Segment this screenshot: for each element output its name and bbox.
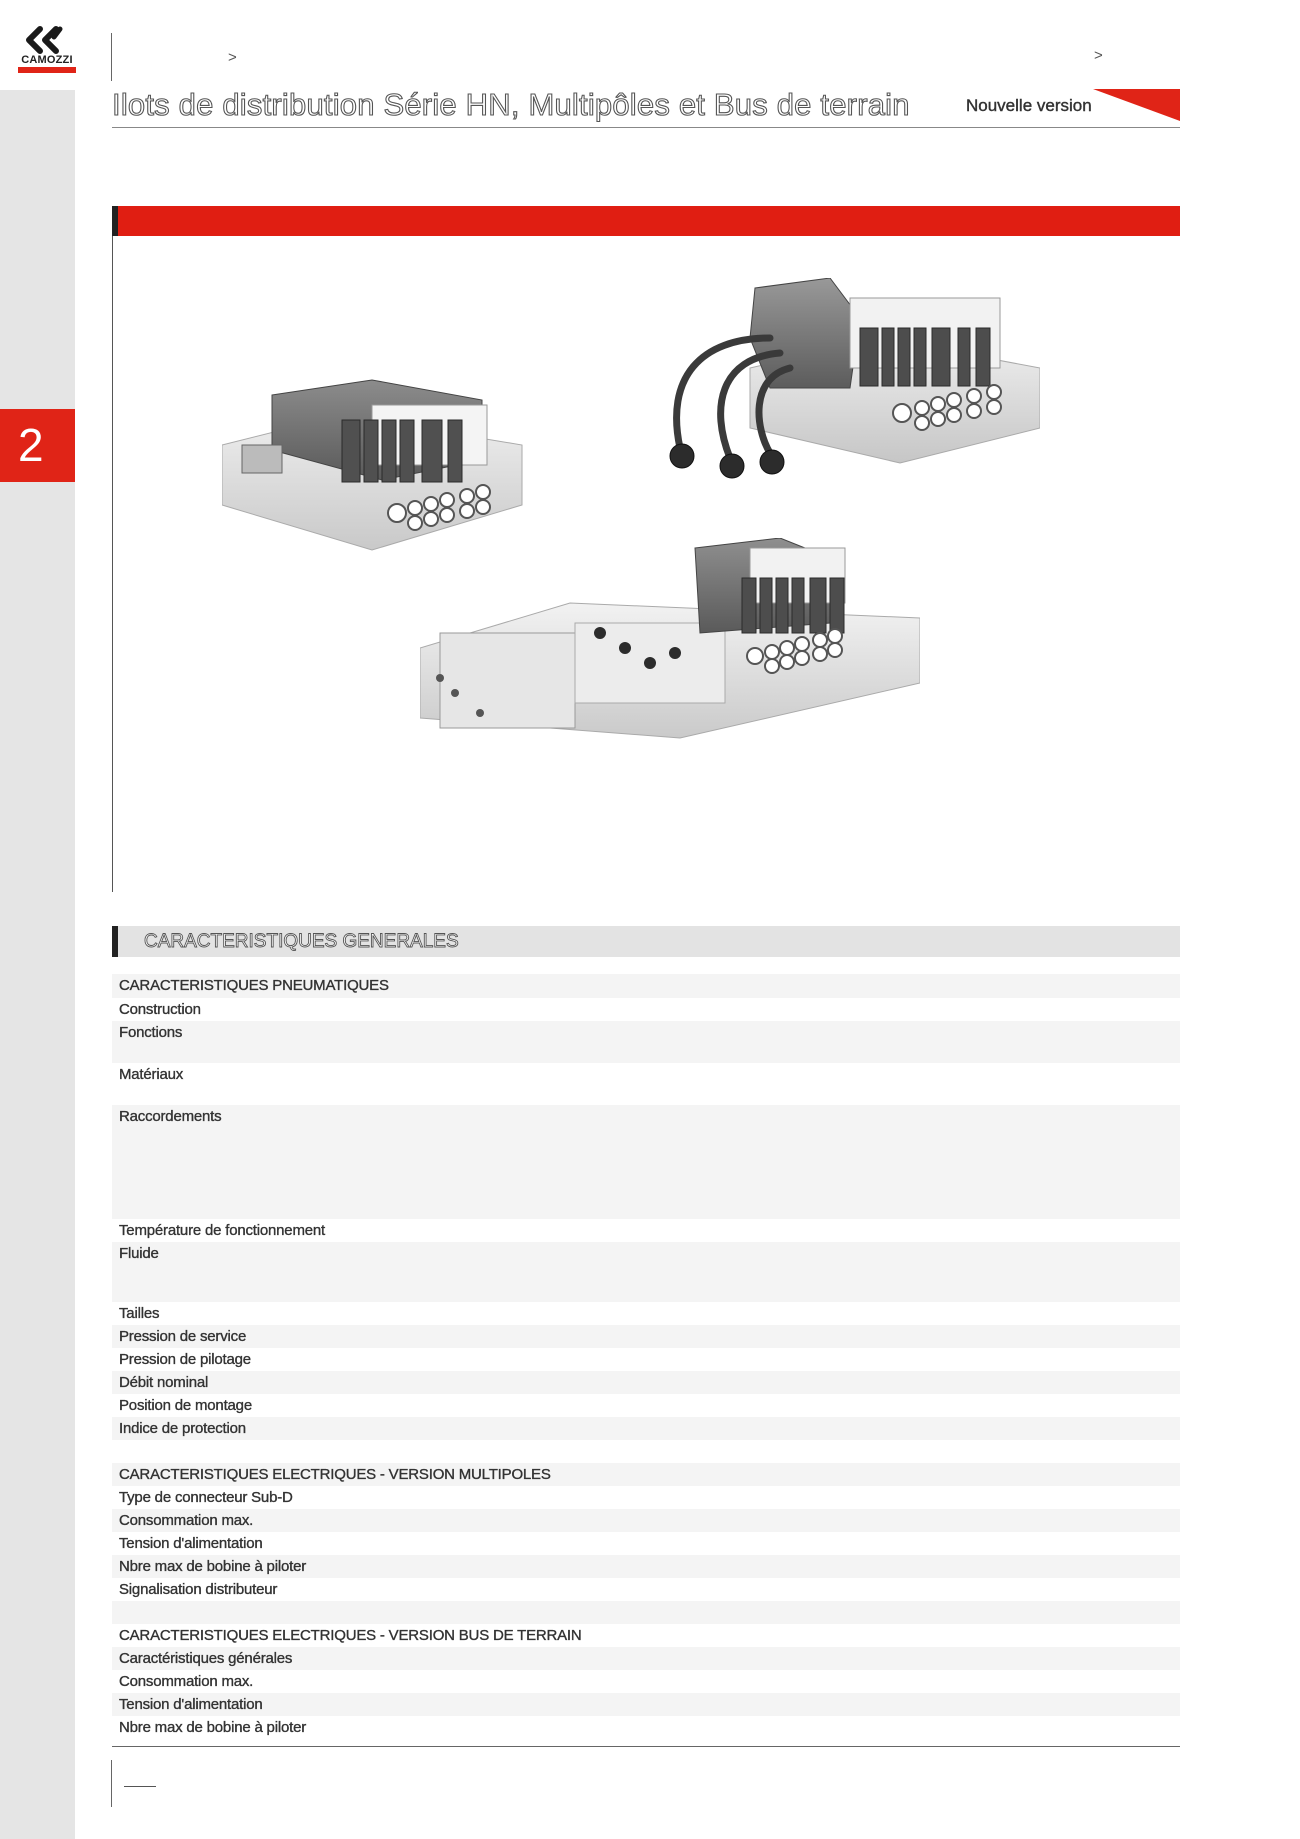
row-label: Tension d'alimentation [119,1696,263,1713]
table-row [112,1417,1180,1440]
footer-dash [124,1786,156,1787]
table-row [112,1578,1180,1601]
chapter-tab: 2 [0,409,75,482]
row-label: Position de montage [119,1397,252,1414]
table-row [112,1219,1180,1242]
row-label: CARACTERISTIQUES ELECTRIQUES - VERSION MULTIPOLES [119,1466,551,1483]
table-row [112,1486,1180,1509]
table-row [112,1693,1180,1716]
row-label: Consommation max. [119,1673,254,1690]
row-label: Pression de service [119,1328,247,1345]
row-label: Consommation max. [119,1512,254,1529]
table-row [112,1063,1180,1105]
table-row [112,1242,1180,1302]
row-label: Fonctions [119,1024,183,1041]
table-row [112,1624,1180,1647]
valve-island-cable-illustration-icon [660,278,1040,503]
row-label: Pression de pilotage [119,1351,251,1368]
table-row [112,1325,1180,1348]
page-title: Ilots de distribution Série HN, Multipôles et Bus de terrain [112,87,910,122]
row-label: Fluide [119,1245,159,1262]
row-label: CARACTERISTIQUES ELECTRIQUES - VERSION BUS DE TERRAIN [119,1627,582,1644]
table-row [112,1555,1180,1578]
table-row [112,1440,1180,1463]
row-label: Tailles [119,1305,160,1322]
section-title: CARACTERISTIQUES GENERALES [144,931,459,952]
image-area-rule [112,236,113,892]
camozzi-logo [16,26,78,76]
table-row [112,1532,1180,1555]
row-label: Tension d'alimentation [119,1535,263,1552]
title-underline [112,127,1180,128]
table-bottom-rule [112,1746,1180,1747]
valve-island-illustration-icon [222,375,542,565]
row-label: Matériaux [119,1066,184,1083]
row-label: Signalisation distributeur [119,1581,278,1598]
row-label: Construction [119,1001,201,1018]
table-row [112,1021,1180,1063]
camozzi-logo-icon [16,26,78,56]
table-row [112,998,1180,1021]
table-row [112,1302,1180,1325]
table-row [112,1716,1180,1739]
version-flag-icon [1093,89,1180,121]
table-row [112,1463,1180,1486]
breadcrumb-separator[interactable]: > [1094,47,1103,64]
row-label: Raccordements [119,1108,222,1125]
table-row [112,1647,1180,1670]
table-row [112,1509,1180,1532]
logo-red-bar [18,67,76,73]
row-label: Nbre max de bobine à piloter [119,1558,307,1575]
logo-wordmark: CAMOZZI [21,54,73,66]
table-row [112,1670,1180,1693]
row-label: Indice de protection [119,1420,246,1437]
table-row [112,974,1180,998]
valve-island-fieldbus-illustration-icon [420,538,920,753]
table-row [112,1348,1180,1371]
table-row [112,1394,1180,1417]
table-row [112,1105,1180,1219]
row-label: Nbre max de bobine à piloter [119,1719,307,1736]
row-label: Température de fonctionnement [119,1222,325,1239]
sidebar [0,90,75,1839]
row-label: Type de connecteur Sub-D [119,1489,293,1506]
breadcrumb-separator[interactable]: > [228,49,237,66]
section-banner [112,206,1180,236]
footer-divider [111,1760,112,1807]
row-label: CARACTERISTIQUES PNEUMATIQUES [119,977,389,994]
spec-table [112,974,1180,1739]
row-label: Caractéristiques générales [119,1650,293,1667]
version-label: Nouvelle version [966,96,1092,115]
header-divider [111,33,112,81]
table-row [112,1601,1180,1624]
table-row [112,1371,1180,1394]
row-label: Débit nominal [119,1374,209,1391]
